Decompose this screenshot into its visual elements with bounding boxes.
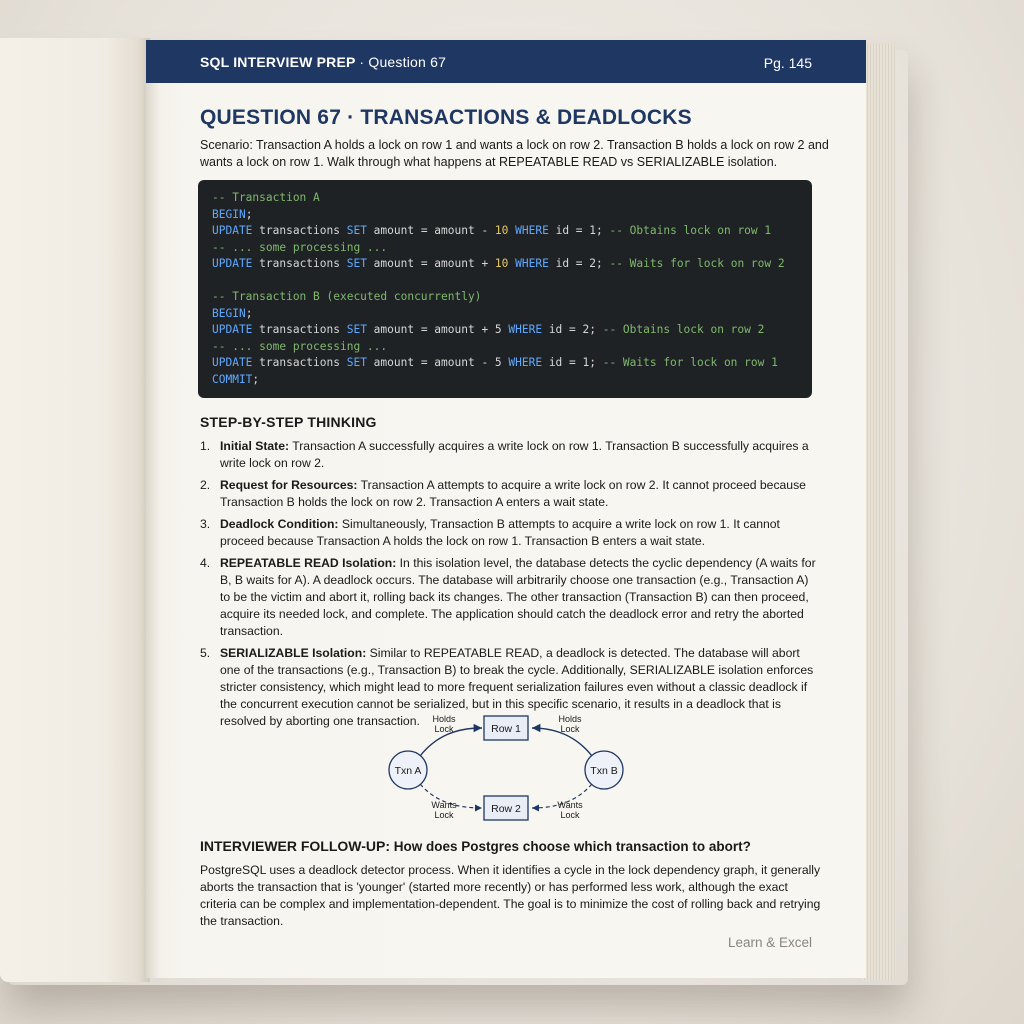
txn-b-label: Txn B — [590, 765, 618, 777]
step-item — [200, 477, 818, 511]
code-token: -- Obtains lock on row 2 — [602, 323, 765, 336]
code-token: UPDATE — [212, 257, 253, 270]
code-token: -- Waits for lock on row 1 — [602, 356, 778, 369]
code-token: id = 1; — [542, 356, 603, 369]
code-token: SET — [346, 257, 367, 270]
code-token: ; — [245, 207, 253, 221]
code-token: -- Obtains lock on row 1 — [609, 224, 772, 237]
holds-lock-right-1: Holds — [558, 714, 582, 724]
code-token: -- ... some processing ... — [212, 339, 388, 353]
code-token: BEGIN — [212, 207, 246, 221]
header-title — [200, 54, 446, 70]
code-line — [212, 355, 812, 372]
code-token: transactions — [252, 356, 347, 369]
step-number: 4. — [200, 556, 211, 570]
step-text: Simultaneously, Transaction B attempts to acquire a write lock on row 1. It cannot proceed because Transaction A holds the lock on row 1. Transaction B enters a wait state. — [220, 517, 780, 548]
code-token: -- Waits for lock on row 2 — [609, 257, 785, 270]
code-token: id = 2; — [542, 323, 603, 336]
node-txn-b — [585, 751, 623, 789]
page-number: Pg. 145 — [763, 55, 812, 71]
code-line — [212, 256, 812, 273]
wants-lock-left-2: Lock — [434, 810, 454, 820]
code-block — [198, 180, 812, 398]
code-line — [212, 306, 812, 323]
question-ref: · Question 67 — [359, 54, 447, 70]
code-token: id = 1; — [548, 224, 610, 237]
step-label: REPEATABLE READ Isolation: — [220, 556, 397, 570]
step-label: Request for Resources: — [220, 478, 358, 492]
code-token: UPDATE — [212, 224, 253, 237]
code-line — [212, 240, 812, 257]
code-token: SET — [346, 323, 367, 336]
code-token: amount = amount - 5 — [366, 356, 509, 369]
book-page — [146, 40, 866, 978]
code-token: ; — [245, 306, 253, 320]
step-number: 1. — [200, 439, 211, 453]
row2-label: Row 2 — [491, 803, 521, 815]
series-name: SQL INTERVIEW PREP — [200, 54, 356, 70]
code-token: -- ... some processing ... — [212, 240, 388, 254]
step-text: Transaction A successfully acquires a write lock on row 1. Transaction B successfully acquires a write lock on row 2. — [220, 439, 809, 470]
step-item — [200, 438, 818, 472]
code-line — [212, 339, 812, 356]
code-token: WHERE — [515, 224, 549, 237]
step-label: SERIALIZABLE Isolation: — [220, 646, 367, 660]
code-line — [212, 273, 812, 290]
code-token: WHERE — [508, 323, 543, 336]
step-item — [200, 516, 818, 550]
code-line — [212, 207, 812, 224]
code-line — [212, 322, 812, 339]
code-token: SET — [346, 356, 367, 369]
step-number: 3. — [200, 517, 211, 531]
txn-a-label: Txn A — [394, 765, 422, 777]
code-token: 10 — [494, 224, 509, 237]
followup-answer: PostgreSQL uses a deadlock detector process. When it identifies a cycle in the lock dependency graph, it generally aborts the transaction that is 'younger' (started more recently) or has performed less work, although the exact criteria can be complex and implementation-dependent. The goal is to minimize the cost of rolling back and retrying the transaction. — [200, 863, 821, 928]
holds-lock-left-2: Lock — [434, 724, 454, 734]
wants-lock-right-1: Wants — [557, 800, 583, 810]
deadlock-diagram — [386, 712, 626, 824]
wants-lock-left-1: Wants — [431, 800, 457, 810]
code-token: ; — [252, 372, 260, 386]
step-number: 5. — [200, 646, 211, 660]
step-text: Similar to REPEATABLE READ, a deadlock is detected. The database will abort one of the transactions (e.g., Transaction B) to break the cycle. Additionally, SERIALIZABLE isolation enforces stricter consistency, which might lead to more frequent serialization failures even without a classic deadlock if the concurrent execution cannot be serialized, but in this specific scenario, it results in a deadlock that is resolved by aborting one transaction. — [220, 646, 814, 728]
code-token: amount = amount - — [366, 224, 495, 237]
page-stack-edge — [862, 44, 896, 980]
step-text: In this isolation level, the database detects the cyclic dependency (A waits for B, B waits for A). A deadlock occurs. The database will arbitrarily choose one transaction (e.g., Transaction A) to be the victim and abort it, rolling back its changes. The other transaction (Transaction B) can then proceed, acquire its needed lock, and complete. The application should catch the deadlock error and retry the aborted transaction. — [220, 556, 816, 638]
scenario-text: Scenario: Transaction A holds a lock on row 1 and wants a lock on row 2. Transaction B holds a lock on row 2 and wants a lock on row 1. Walk through what happens at REPEATABLE READ vs SERIALIZABLE isolation. — [200, 138, 829, 169]
code-token: COMMIT — [212, 372, 253, 386]
code-token: amount = amount + 5 — [366, 323, 509, 336]
code-line — [212, 372, 812, 389]
code-line — [212, 190, 812, 207]
row1-label: Row 1 — [491, 723, 521, 735]
code-token: WHERE — [515, 257, 549, 270]
code-token: SET — [346, 224, 367, 237]
step-item — [200, 555, 818, 640]
code-line — [212, 223, 812, 240]
code-token: id = 2; — [548, 257, 610, 270]
node-txn-a — [389, 751, 427, 789]
question-title: QUESTION 67 · TRANSACTIONS & DEADLOCKS — [200, 106, 692, 129]
step-text: Transaction A attempts to acquire a write lock on row 2. It cannot proceed because Transaction B holds the lock on row 2. Transaction A enters a wait state. — [220, 478, 806, 509]
left-page-edge — [0, 38, 150, 982]
code-token: WHERE — [508, 356, 543, 369]
holds-lock-right-2: Lock — [560, 724, 580, 734]
code-token: transactions — [252, 257, 347, 270]
code-token: amount = amount + — [366, 257, 495, 270]
code-token: -- Transaction A — [212, 191, 320, 204]
page-header — [146, 40, 866, 83]
code-token: UPDATE — [212, 356, 253, 369]
steps-list — [200, 438, 818, 735]
code-token: 10 — [494, 257, 509, 270]
code-token: BEGIN — [212, 306, 246, 320]
followup-label: INTERVIEWER FOLLOW-UP: — [200, 838, 391, 854]
footer-brand: Learn & Excel — [727, 935, 812, 950]
holds-lock-left-1: Holds — [432, 714, 456, 724]
code-token: transactions — [252, 224, 347, 237]
steps-title: STEP-BY-STEP THINKING — [200, 414, 377, 430]
node-row1 — [484, 716, 528, 740]
step-label: Initial State: — [220, 439, 290, 453]
node-row2 — [484, 796, 528, 820]
step-number: 2. — [200, 478, 211, 492]
code-line — [212, 289, 812, 306]
wants-lock-right-2: Lock — [560, 810, 580, 820]
code-token: transactions — [252, 323, 347, 336]
followup-question: How does Postgres choose which transaction to abort? — [393, 839, 751, 854]
followup-heading — [200, 838, 751, 854]
code-token: -- Transaction B (executed concurrently) — [212, 290, 482, 303]
step-label: Deadlock Condition: — [220, 517, 339, 531]
code-token: UPDATE — [212, 323, 253, 336]
